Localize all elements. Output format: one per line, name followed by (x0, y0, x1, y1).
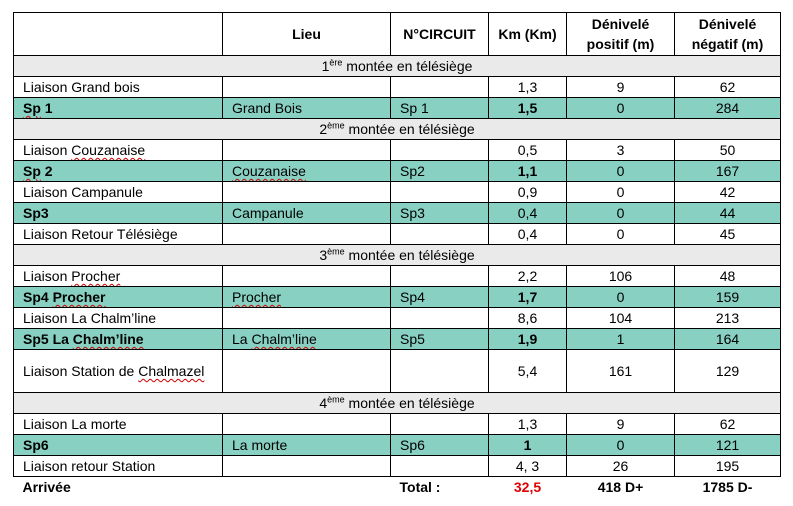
row-name: Liaison Couzanaise (14, 140, 223, 161)
section-row (14, 245, 781, 266)
row-dplus: 161 (567, 350, 675, 393)
footer-spacer (223, 477, 391, 498)
section-title: 2ème montée en télésiège (14, 119, 781, 140)
row-circuit: Sp2 (391, 161, 489, 182)
footer-total-label: Total : (399, 479, 441, 495)
row-km: 0,4 (489, 203, 567, 224)
row-circuit (391, 77, 489, 98)
row-name: Liaison Grand bois (14, 77, 223, 98)
row-name: Liaison Campanule (14, 182, 223, 203)
row-circuit: Sp3 (391, 203, 489, 224)
table-row (14, 308, 781, 329)
footer-total-dplus: 418 D+ (597, 479, 644, 495)
section-row (14, 119, 781, 140)
row-lieu (223, 224, 391, 245)
header-km: Km (Km) (489, 13, 567, 56)
row-lieu: Grand Bois (223, 98, 391, 119)
table-row (14, 182, 781, 203)
row-km: 0,4 (489, 224, 567, 245)
row-name: Sp5 La Chalm’line (14, 329, 223, 350)
row-dminus: 213 (675, 308, 781, 329)
row-dminus: 62 (675, 77, 781, 98)
row-dminus: 42 (675, 182, 781, 203)
table-row (14, 414, 781, 435)
row-lieu (223, 350, 391, 393)
row-circuit (391, 308, 489, 329)
row-dplus: 106 (567, 266, 675, 287)
row-km: 0,9 (489, 182, 567, 203)
row-name: Sp3 (14, 203, 223, 224)
row-name: Liaison La morte (14, 414, 223, 435)
row-dplus: 0 (567, 203, 675, 224)
footer-total-km: 32,5 (513, 479, 542, 495)
row-circuit: Sp6 (391, 435, 489, 456)
row-km: 8,6 (489, 308, 567, 329)
row-km: 1,1 (489, 161, 567, 182)
row-km: 4, 3 (489, 456, 567, 477)
table-row (14, 140, 781, 161)
row-lieu: Campanule (223, 203, 391, 224)
row-dminus: 62 (675, 414, 781, 435)
header-circuit: N°CIRCUIT (391, 13, 489, 56)
row-lieu: Procher (223, 287, 391, 308)
header-dplus: Dénivelé positif (m) (567, 13, 675, 56)
section-title: 3ème montée en télésiège (14, 245, 781, 266)
footer-label: Arrivée (22, 479, 71, 495)
footer-total-dminus: 1785 D- (702, 479, 753, 495)
row-dplus: 0 (567, 161, 675, 182)
table-row (14, 203, 781, 224)
row-name: Liaison retour Station (14, 456, 223, 477)
table-row (14, 224, 781, 245)
row-km: 2,2 (489, 266, 567, 287)
row-circuit (391, 224, 489, 245)
row-km: 1,5 (489, 98, 567, 119)
row-lieu (223, 266, 391, 287)
row-name: Sp 2 (14, 161, 223, 182)
header-row (14, 13, 781, 56)
row-dminus: 164 (675, 329, 781, 350)
row-circuit (391, 414, 489, 435)
row-dplus: 0 (567, 435, 675, 456)
row-name: Liaison Retour Télésiège (14, 224, 223, 245)
row-circuit: Sp5 (391, 329, 489, 350)
table-row (14, 77, 781, 98)
section-row (14, 393, 781, 414)
row-lieu (223, 182, 391, 203)
row-dplus: 104 (567, 308, 675, 329)
header-dminus: Dénivelé négatif (m) (675, 13, 781, 56)
row-lieu (223, 308, 391, 329)
row-name: Liaison Procher (14, 266, 223, 287)
row-circuit (391, 350, 489, 393)
row-circuit (391, 456, 489, 477)
row-dminus: 159 (675, 287, 781, 308)
row-dplus: 0 (567, 182, 675, 203)
row-circuit (391, 182, 489, 203)
row-circuit (391, 140, 489, 161)
row-dplus: 1 (567, 329, 675, 350)
row-name: Liaison La Chalm’line (14, 308, 223, 329)
total-row (14, 477, 781, 498)
row-km: 1,3 (489, 414, 567, 435)
table-row (14, 266, 781, 287)
table-row (14, 287, 781, 308)
row-circuit: Sp4 (391, 287, 489, 308)
row-lieu (223, 77, 391, 98)
row-dminus: 195 (675, 456, 781, 477)
row-dminus: 121 (675, 435, 781, 456)
row-lieu (223, 140, 391, 161)
header-lieu: Lieu (223, 13, 391, 56)
row-lieu (223, 456, 391, 477)
table-row (14, 435, 781, 456)
section-row (14, 56, 781, 77)
row-dplus: 9 (567, 77, 675, 98)
row-km: 1 (489, 435, 567, 456)
header-name (14, 13, 223, 56)
row-dplus: 0 (567, 287, 675, 308)
row-km: 0,5 (489, 140, 567, 161)
row-name: Liaison Station de Chalmazel (14, 350, 223, 393)
row-lieu: La Chalm’line (223, 329, 391, 350)
row-lieu (223, 414, 391, 435)
row-dplus: 0 (567, 98, 675, 119)
row-km: 1,9 (489, 329, 567, 350)
table-row (14, 456, 781, 477)
row-dminus: 45 (675, 224, 781, 245)
row-dminus: 167 (675, 161, 781, 182)
row-lieu: Couzanaise (223, 161, 391, 182)
row-dplus: 0 (567, 224, 675, 245)
row-dplus: 9 (567, 414, 675, 435)
section-title: 1ère montée en télésiège (14, 56, 781, 77)
row-lieu: La morte (223, 435, 391, 456)
row-km: 5,4 (489, 350, 567, 393)
row-dminus: 48 (675, 266, 781, 287)
row-dplus: 3 (567, 140, 675, 161)
row-dminus: 50 (675, 140, 781, 161)
row-circuit (391, 266, 489, 287)
row-dplus: 26 (567, 456, 675, 477)
row-dminus: 284 (675, 98, 781, 119)
table-row (14, 161, 781, 182)
row-name: Sp4 Procher (14, 287, 223, 308)
table-row (14, 350, 781, 393)
section-title: 4ème montée en télésiège (14, 393, 781, 414)
row-km: 1,3 (489, 77, 567, 98)
circuit-table (13, 12, 781, 497)
row-name: Sp6 (14, 435, 223, 456)
row-name: Sp 1 (14, 98, 223, 119)
row-km: 1,7 (489, 287, 567, 308)
table-row (14, 329, 781, 350)
table-row (14, 98, 781, 119)
row-dminus: 129 (675, 350, 781, 393)
row-circuit: Sp 1 (391, 98, 489, 119)
row-dminus: 44 (675, 203, 781, 224)
